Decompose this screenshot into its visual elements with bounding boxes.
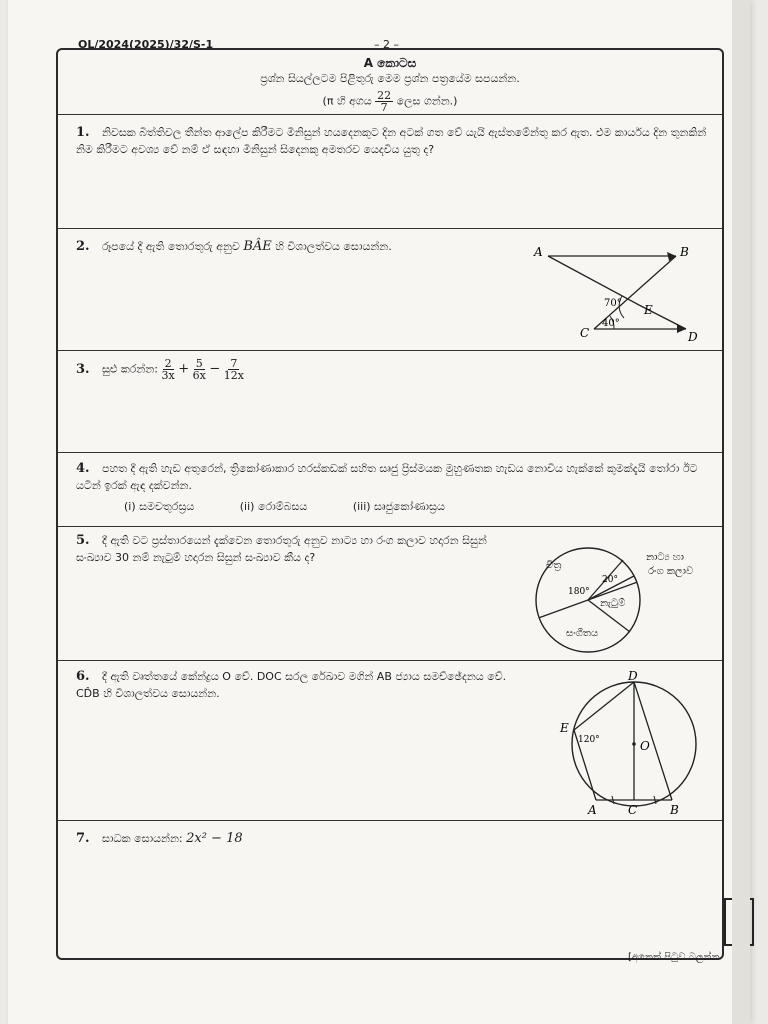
pi-prefix: (π හි අගය xyxy=(322,94,372,108)
angle-40: 40° xyxy=(602,318,620,329)
divider xyxy=(58,114,722,115)
question-text: සාධක සොයන්න: xyxy=(102,832,183,845)
label-a: A xyxy=(534,245,543,259)
operator: − xyxy=(209,361,221,377)
angle-120: 120° xyxy=(578,735,600,745)
question-number: 1. xyxy=(76,125,90,140)
question-text: දී ඇති වෘත්තයේ කේන්ද්‍රය O වේ. DOC සරල රේඛාව මගින් AB ජ්‍යාය සමච්ඡේදනය වේ. CD̂B හි විශාලත්වය සොයන්න. xyxy=(76,670,507,700)
pi-suffix: ලෙස ගන්න.) xyxy=(396,94,458,108)
label-d: D xyxy=(688,330,698,344)
question-6 xyxy=(76,668,522,702)
sector-drama-2: රංග කලාව xyxy=(648,566,694,577)
fraction-den: 6x xyxy=(192,369,206,382)
question-4 xyxy=(76,460,710,494)
operator: + xyxy=(178,361,190,377)
option-ii: (ii) රොම්බසය xyxy=(239,500,308,513)
question-number: 7. xyxy=(76,831,90,846)
label-d: D xyxy=(628,670,638,683)
circle-figure xyxy=(552,670,712,820)
question-number: 6. xyxy=(76,669,90,684)
label-e: E xyxy=(560,721,569,735)
sector-music: සංගීතය xyxy=(566,628,599,639)
option-iii: (iii) සෘජුකෝණාස්‍රය xyxy=(352,500,445,513)
divider xyxy=(58,350,722,351)
fraction-3 xyxy=(224,358,244,381)
question-number: 3. xyxy=(76,361,90,377)
label-b: B xyxy=(670,803,679,817)
question-text: දී ඇති වට ප්‍රස්තාරයෙන් දැක්වෙන තොරතුරු අනුව නාට්‍ය හා රංග කලාව හදාරන සිසුන් සංඛ්‍යාව 30 නම් නැටුම් හදාරන සිසුන් සංඛ්‍යාව කීය ද? xyxy=(76,534,487,564)
divider xyxy=(58,820,722,821)
section-instruction: ප්‍රශ්න සියල්ලටම පිළිතුරු මෙම ප්‍රශ්න පත්‍රයේම සපයන්න. xyxy=(260,72,520,85)
sector-drama: නාට්‍ය හා xyxy=(646,552,684,563)
fraction-num: 5 xyxy=(195,357,203,370)
options-row xyxy=(124,500,487,514)
angle-expression: BÂE xyxy=(243,239,272,254)
fraction-den: 3x xyxy=(161,369,175,382)
label-c: C xyxy=(628,803,638,817)
exam-page xyxy=(8,0,750,1024)
question-2 xyxy=(76,238,462,255)
pi-num: 22 xyxy=(377,89,392,102)
page-number: – 2 – xyxy=(374,38,399,51)
section-title: A කොටස xyxy=(363,56,417,70)
label-e: E xyxy=(644,303,653,317)
angle-70: 70° xyxy=(604,298,622,309)
question-text: සුළු කරන්න: xyxy=(102,362,158,376)
line-ae xyxy=(548,256,639,305)
label-b: B xyxy=(680,245,689,259)
label-a: A xyxy=(588,803,597,817)
angle-20: 20° xyxy=(602,575,618,585)
pi-note xyxy=(58,90,722,113)
sector-art: චිත්‍ර xyxy=(546,560,562,571)
question-number: 2. xyxy=(76,239,90,254)
fraction-num: 7 xyxy=(230,357,238,370)
question-7 xyxy=(76,830,710,847)
label-o: O xyxy=(640,739,650,753)
question-5 xyxy=(76,532,522,566)
figure-angles xyxy=(528,242,708,352)
center-dot xyxy=(632,742,636,746)
fraction-1 xyxy=(162,358,175,381)
question-1 xyxy=(76,124,708,158)
divider xyxy=(58,452,722,453)
divider xyxy=(58,660,722,661)
pi-fraction xyxy=(375,90,393,113)
divider xyxy=(58,526,722,527)
label-c: C xyxy=(580,326,590,340)
pie-chart xyxy=(528,540,718,660)
question-3 xyxy=(76,358,710,381)
fraction-den: 12x xyxy=(223,369,244,382)
paper-code: OL/2024(2025)/32/S-1 xyxy=(78,38,214,51)
turn-page-note: [අනෙක් පිටුව බලන්න xyxy=(628,952,720,963)
question-frame xyxy=(56,48,724,960)
question-text: රූපයේ දී ඇති තොරතුරු අනුව xyxy=(102,240,240,253)
expression: 2x² − 18 xyxy=(186,831,243,846)
fraction-2 xyxy=(193,358,206,381)
fraction-num: 2 xyxy=(164,357,172,370)
angle-180: 180° xyxy=(568,587,590,597)
page-edge xyxy=(732,0,750,1024)
pi-den: 7 xyxy=(380,101,388,114)
sector-dance: නැටුම් xyxy=(600,598,626,609)
question-text: හි විශාලත්වය සොයන්න. xyxy=(275,240,392,253)
question-number: 4. xyxy=(76,461,90,476)
option-i: (i) සමචතුරස්‍රය xyxy=(124,500,195,513)
question-text: පහත දී ඇති හැඩ අතුරෙන්, ත්‍රිකෝණාකාර හරස්කඩක් සහිත සෘජු ප්‍රිස්මයක මුහුණතක හැඩය නොවිය හැක්කේ කුමක්දැයි තෝරා ඊට යටින් ඉරක් ඇඳ දක්වන්න. xyxy=(76,462,698,492)
question-number: 5. xyxy=(76,533,90,548)
question-text: නිවසක බිත්තිවල තීන්ත ආලේප කිරීමට මිනිසුන් හයදෙනකුට දින අටක් ගත වේ යැයි ඇස්තමේන්තු කර ඇත. එම කාර්යය දින තුනකින් නිම කිරීමට අවශ්‍ය වේ නම් ඒ සඳහා මිනිසුන් සිදෙනකු අමතරව යෙදවිය යුතු ද? xyxy=(76,126,707,156)
divider xyxy=(58,228,722,229)
